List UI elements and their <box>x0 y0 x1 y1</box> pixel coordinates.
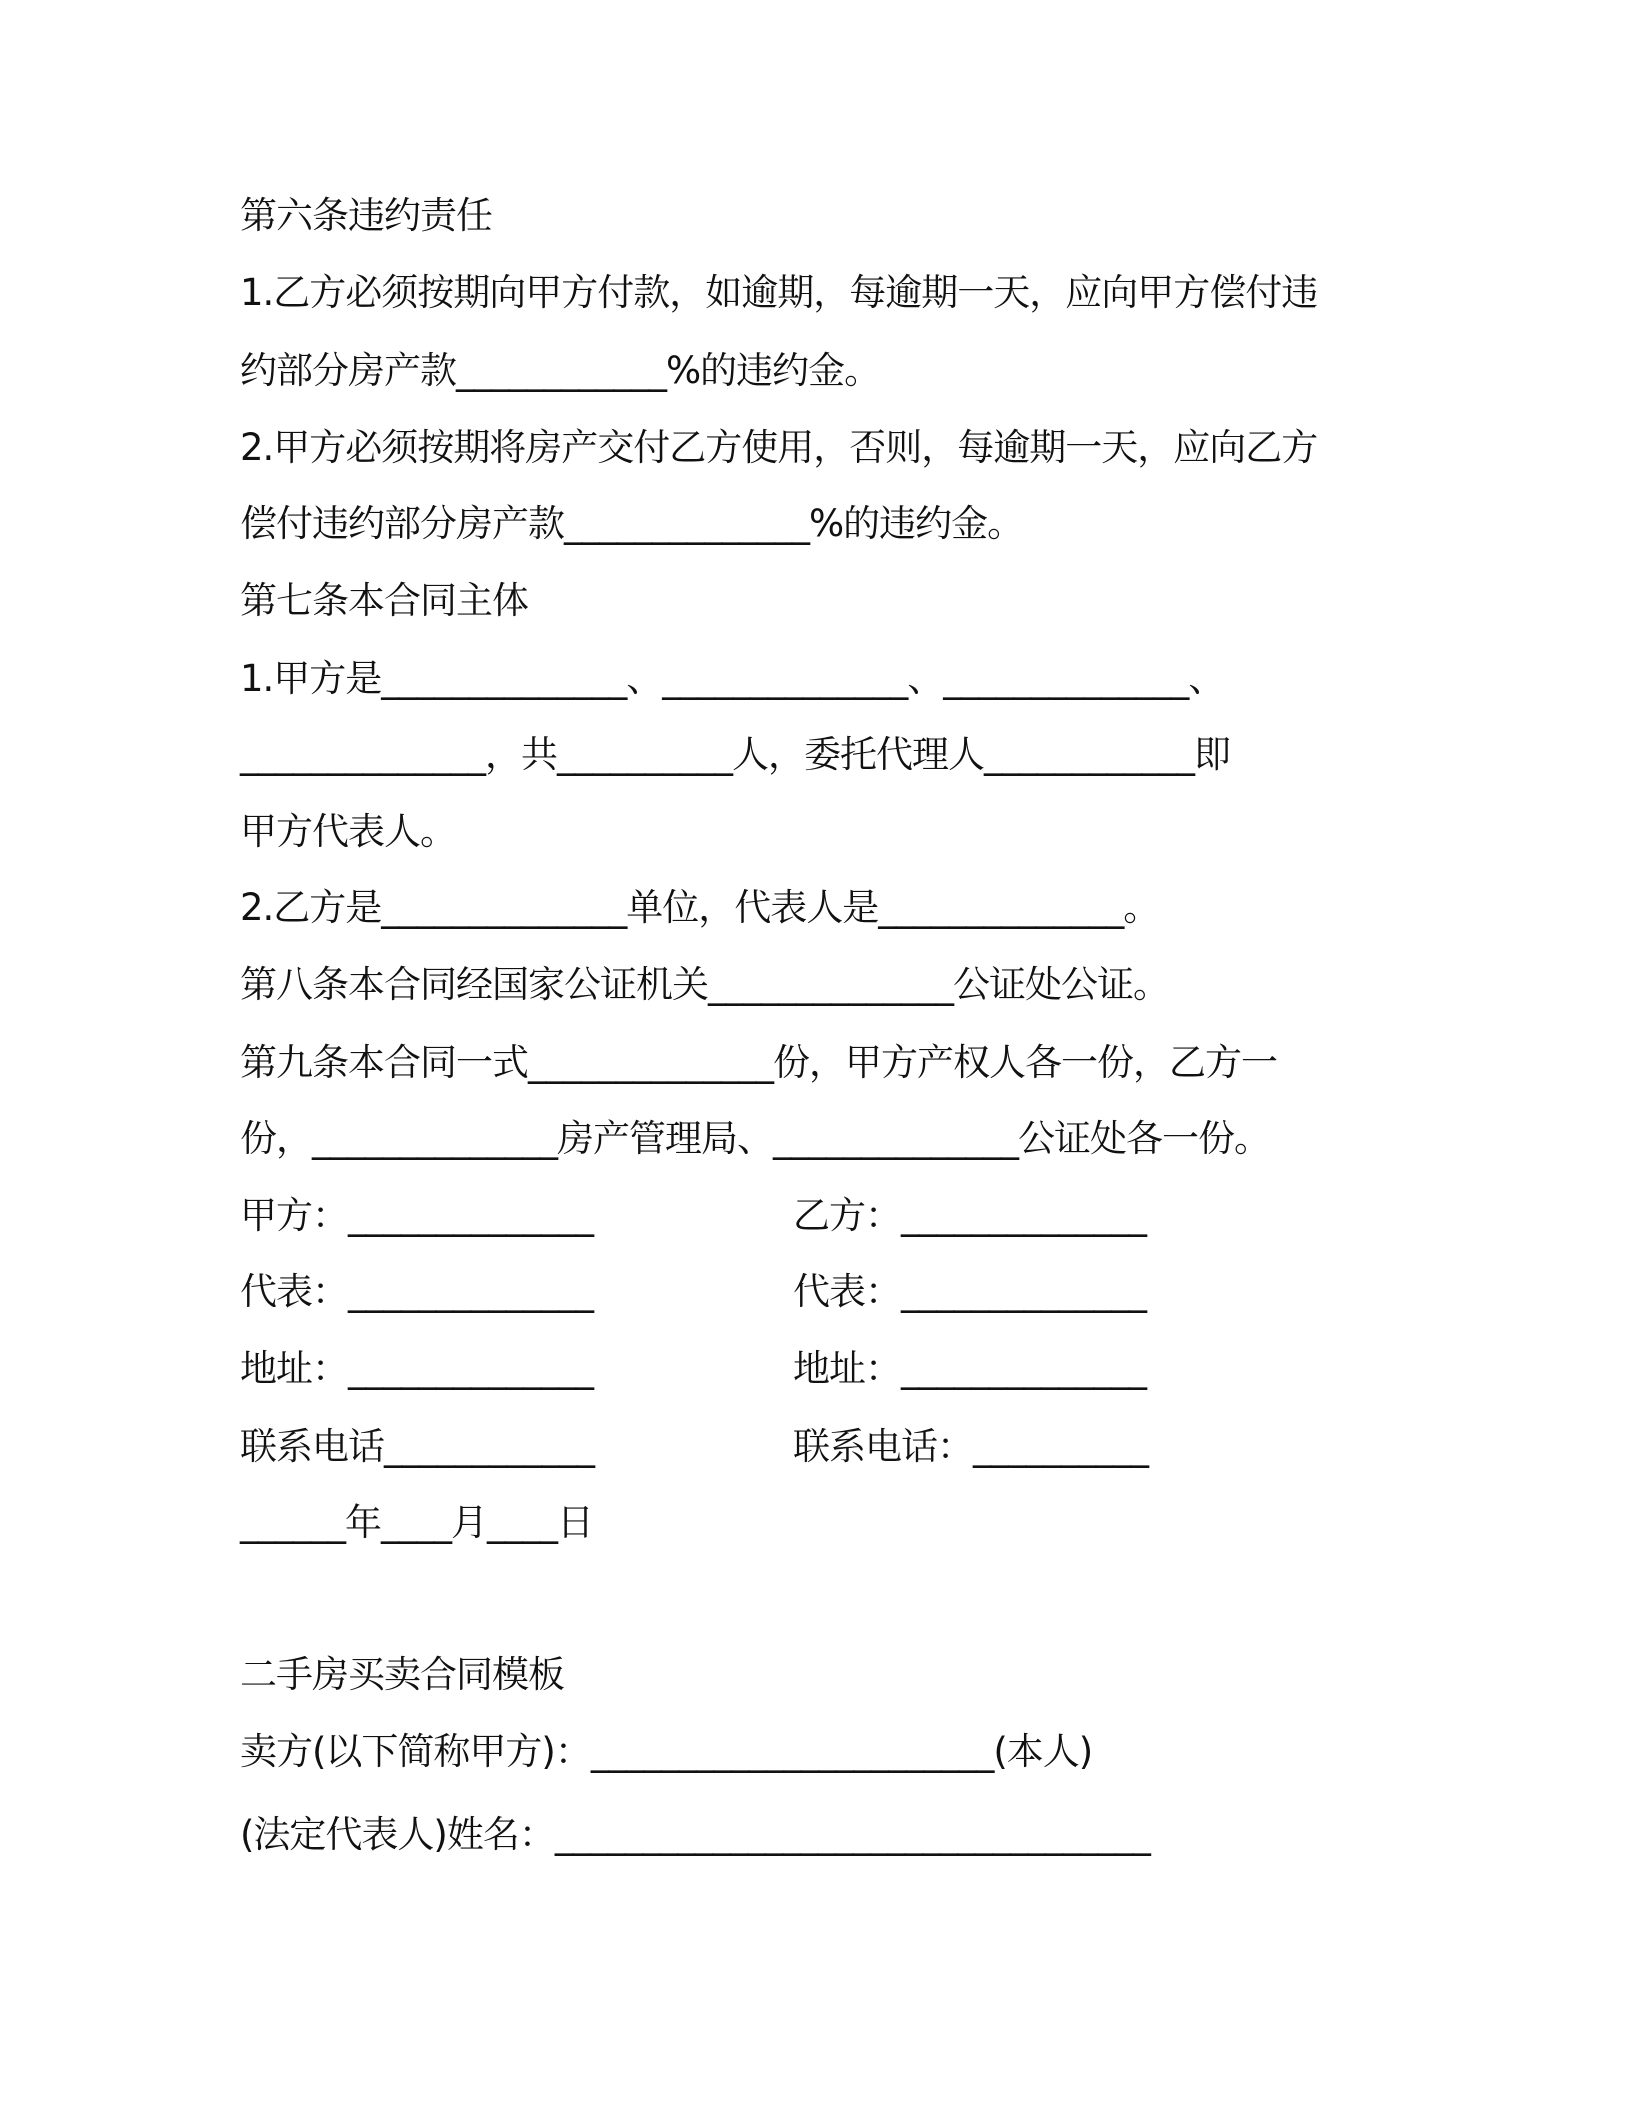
legal-rep-line: (法定代表人)姓名：__________________________________ <box>240 1813 1150 1856</box>
document-title: 二手房买卖合同模板 <box>240 1653 564 1696</box>
paragraph-line: 第九条本合同一式______________份，甲方产权人各一份，乙方一 <box>240 1041 1277 1084</box>
section-heading: 第六条违约责任 <box>240 194 492 237</box>
paragraph-line: 份，______________房产管理局、______________公证处各一份。 <box>240 1117 1270 1160</box>
paragraph-line: 2.乙方是______________单位，代表人是______________。 <box>240 886 1160 929</box>
seller-line: 卖方(以下简称甲方)：_______________________(本人) <box>240 1730 1093 1773</box>
paragraph-line: 2.甲方必须按期将房产交付乙方使用，否则，每逾期一天，应向乙方 <box>240 426 1318 469</box>
paragraph-line: 1.甲方是______________、______________、______________、 <box>240 657 1225 700</box>
section-heading: 第七条本合同主体 <box>240 579 528 622</box>
party-a-phone: 联系电话____________ <box>240 1425 594 1468</box>
paragraph-line: 偿付违约部分房产款______________%的违约金。 <box>240 502 1024 545</box>
party-b-phone: 联系电话：__________ <box>793 1425 1148 1468</box>
signing-date: ______年____月____日 <box>240 1501 593 1544</box>
paragraph-line: 1.乙方必须按期向甲方付款，如逾期，每逾期一天，应向甲方偿付违 <box>240 271 1318 314</box>
party-b-address: 地址：______________ <box>793 1347 1146 1390</box>
party-a-address: 地址：______________ <box>240 1347 593 1390</box>
party-b-rep: 代表：______________ <box>793 1270 1146 1313</box>
paragraph-line: 甲方代表人。 <box>240 810 456 853</box>
paragraph-line: ______________，共__________人，委托代理人____________即 <box>240 733 1230 776</box>
party-b-name: 乙方：______________ <box>793 1194 1146 1237</box>
paragraph-line: 约部分房产款____________%的违约金。 <box>240 349 881 392</box>
party-a-name: 甲方：______________ <box>240 1194 593 1237</box>
section-heading: 第八条本合同经国家公证机关______________公证处公证。 <box>240 963 1169 1006</box>
party-a-rep: 代表：______________ <box>240 1270 593 1313</box>
